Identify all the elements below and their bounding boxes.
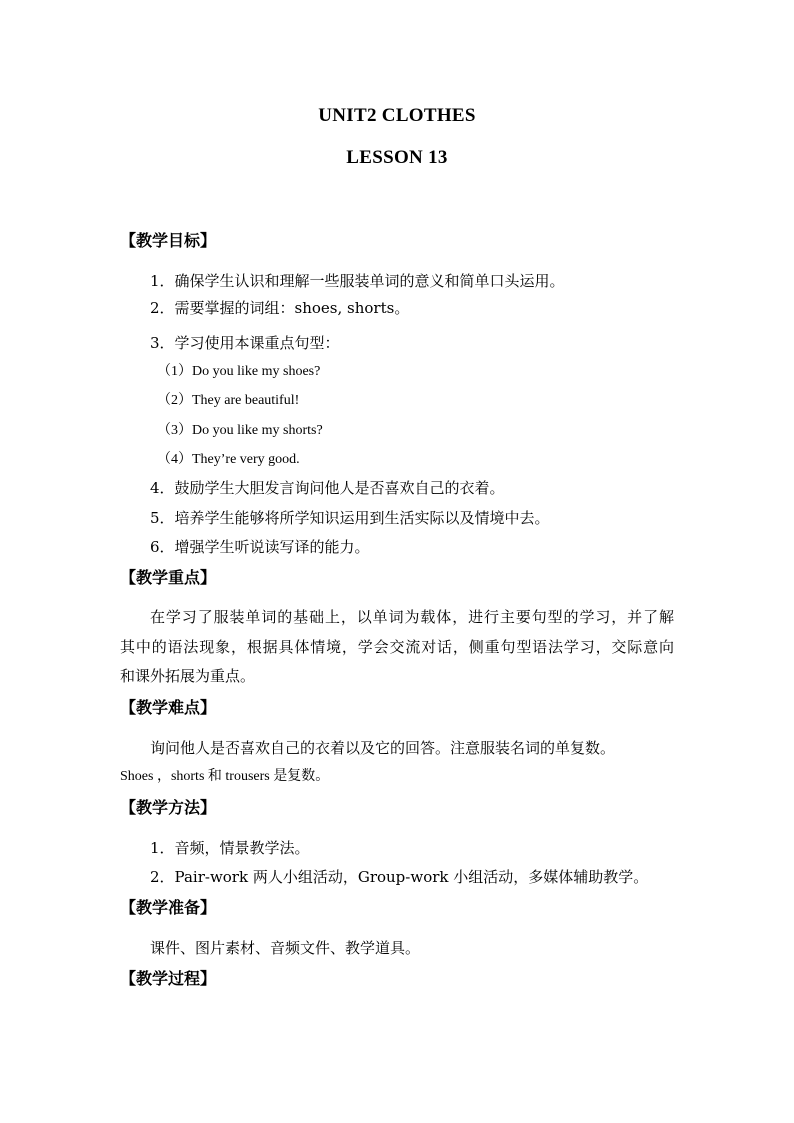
key-points-paragraph-line: 在学习了服装单词的基础上，以单词为载体，进行主要句型的学习，并了解: [150, 608, 674, 626]
preparation-heading: 【教学准备】: [120, 898, 217, 917]
objective-item: 5．培养学生能够将所学知识运用到生活实际以及情境中去。: [150, 509, 550, 527]
objective-item: 3．学习使用本课重点句型：: [150, 334, 340, 352]
objectives-heading: 【教学目标】: [120, 231, 217, 250]
objective-item: 4．鼓励学生大胆发言询问他人是否喜欢自己的衣着。: [150, 479, 505, 497]
key-points-heading: 【教学重点】: [120, 568, 217, 587]
objective-item: 6．增强学生听说读写译的能力。: [150, 538, 370, 556]
method-item: 1．音频，情景教学法。: [150, 839, 310, 857]
sentence-pattern-item: （4）They’re very good.: [157, 452, 300, 467]
key-points-paragraph-line: 和课外拓展为重点。: [120, 667, 256, 685]
objective-item: 1．确保学生认识和理解一些服装单词的意义和简单口头运用。: [150, 272, 565, 290]
objective-item: 2．需要掌握的词组：shoes, shorts。: [150, 299, 410, 317]
sentence-pattern-item: （2）They are beautiful!: [157, 393, 300, 408]
lesson-title: LESSON 13: [346, 147, 448, 168]
key-points-paragraph-line: 其中的语法现象，根据具体情境，学会交流对话，侧重句型语法学习，交际意向: [120, 638, 674, 656]
preparation-text: 课件、图片素材、音频文件、教学道具。: [150, 939, 421, 957]
sentence-pattern-item: （3）Do you like my shorts?: [157, 423, 323, 438]
unit-title: UNIT2 CLOTHES: [318, 105, 476, 126]
methods-heading: 【教学方法】: [120, 798, 217, 817]
method-item: 2．Pair-work 两人小组活动，Group-work 小组活动，多媒体辅助教学。: [150, 868, 649, 886]
sentence-pattern-item: （1）Do you like my shoes?: [157, 364, 321, 379]
process-heading: 【教学过程】: [120, 969, 217, 988]
difficulties-paragraph-line: 询问他人是否喜欢自己的衣着以及它的回答。注意服装名词的单复数。: [150, 739, 616, 757]
difficulties-paragraph-line: Shoes ，shorts 和 trousers 是复数。: [120, 769, 330, 784]
difficulties-heading: 【教学难点】: [120, 698, 217, 717]
